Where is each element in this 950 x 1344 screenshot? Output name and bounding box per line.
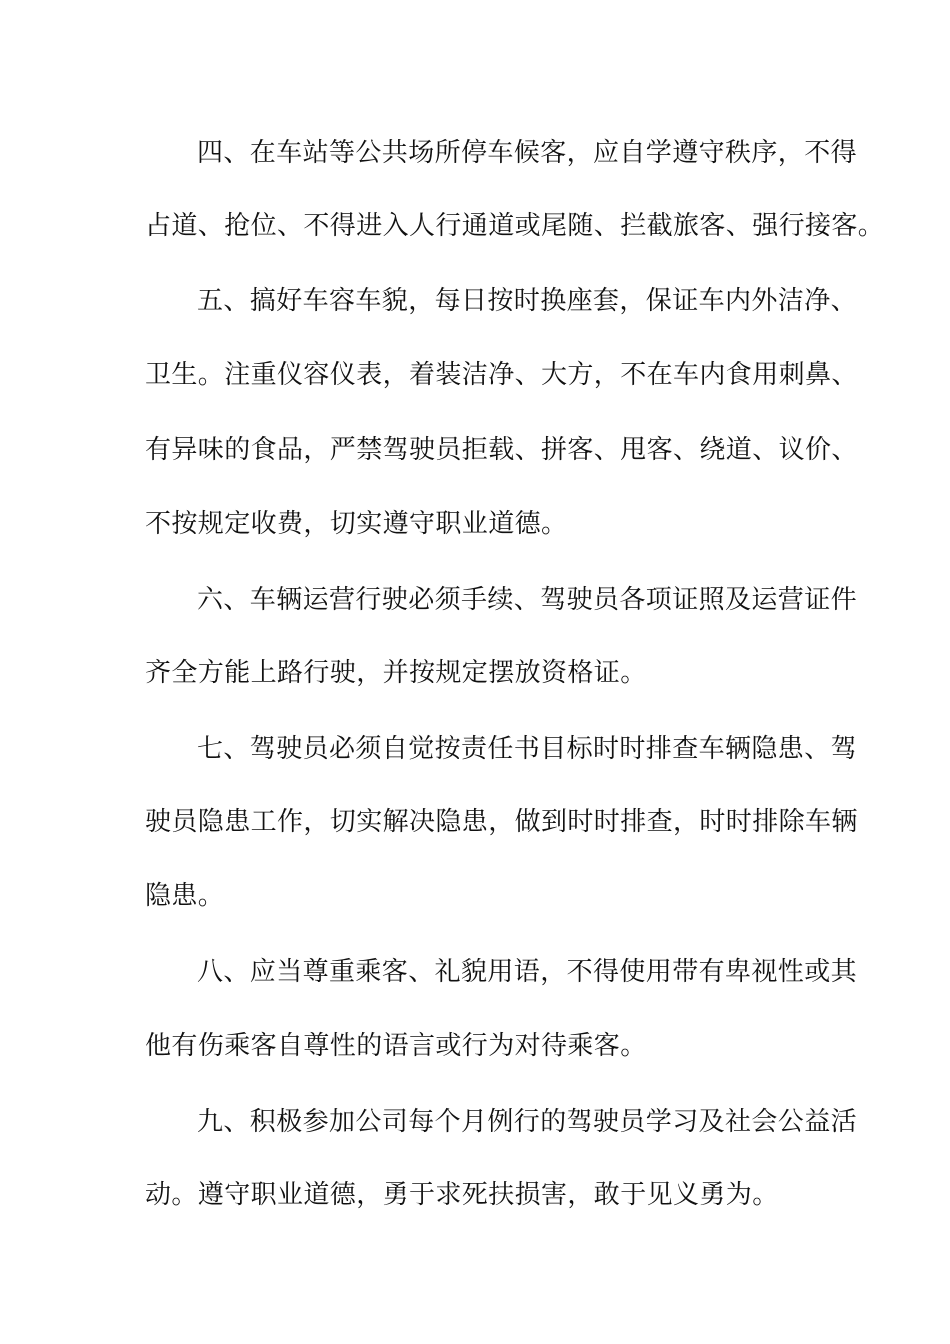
- paragraph-6-line-1: 六、车辆运营行驶必须手续、驾驶员各项证照及运营证件: [197, 585, 858, 615]
- paragraph-9-line-1: 九、积极参加公司每个月例行的驾驶员学习及社会公益活: [197, 1107, 858, 1137]
- paragraph-9-line-2: 动。遵守职业道德，勇于求死扶损害，敢于见义勇为。: [145, 1180, 779, 1210]
- paragraph-6-line-2: 齐全方能上路行驶，并按规定摆放资格证。: [145, 658, 647, 688]
- paragraph-5-line-1: 五、搞好车容车貌，每日按时换座套，保证车内外洁净、: [197, 286, 858, 316]
- paragraph-4-line-2: 占道、抢位、不得进入人行通道或尾随、拦截旅客、强行接客。: [145, 211, 885, 241]
- paragraph-4-line-1: 四、在车站等公共场所停车候客，应自学遵守秩序，不得: [197, 138, 858, 168]
- paragraph-5-line-2: 卫生。注重仪容仪表，着装洁净、大方，不在车内食用刺鼻、: [145, 360, 858, 390]
- paragraph-8-line-1: 八、应当尊重乘客、礼貌用语，不得使用带有卑视性或其: [197, 957, 858, 987]
- paragraph-7-line-2: 驶员隐患工作，切实解决隐患，做到时时排查，时时排除车辆: [145, 807, 858, 837]
- paragraph-5-line-3: 有异味的食品，严禁驾驶员拒载、拼客、甩客、绕道、议价、: [145, 435, 858, 465]
- paragraph-5-line-4: 不按规定收费，切实遵守职业道德。: [145, 509, 568, 539]
- paragraph-8-line-2: 他有伤乘客自尊性的语言或行为对待乘客。: [145, 1031, 647, 1061]
- paragraph-7-line-1: 七、驾驶员必须自觉按责任书目标时时排查车辆隐患、驾: [197, 734, 858, 764]
- paragraph-7-line-3: 隐患。: [145, 881, 225, 911]
